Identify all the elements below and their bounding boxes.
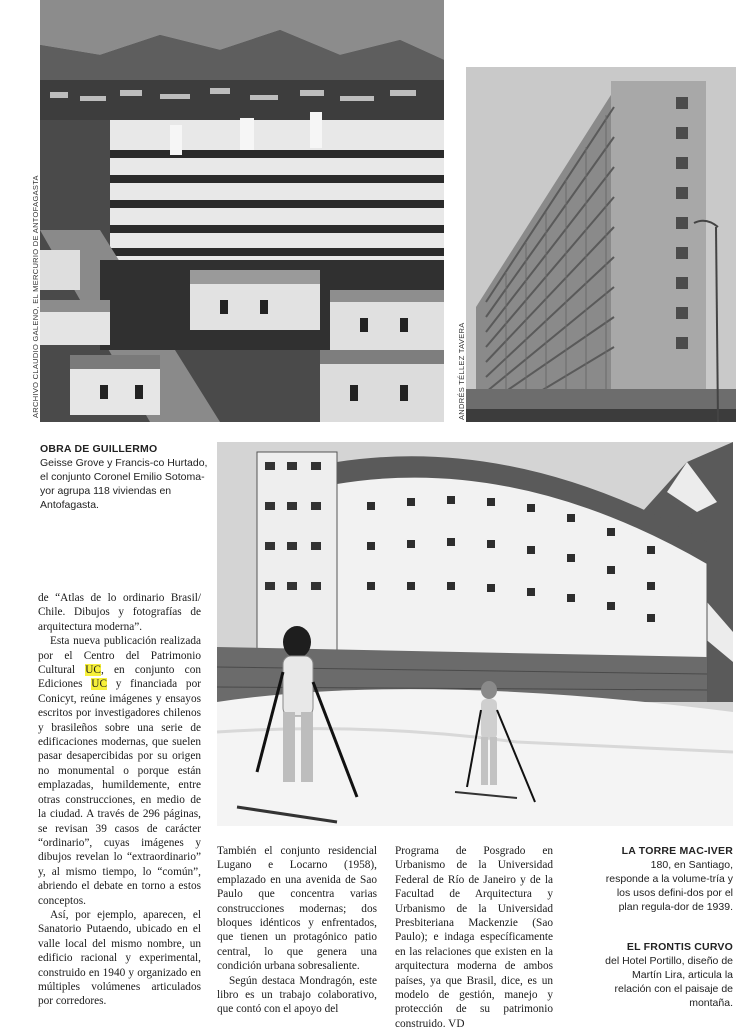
article-column-1 [38,591,201,1009]
text-run: y financiada por Conicyt, reúne imágenes y ensayos escritos por investigadores chilenos y brasileños sobre una serie de edificaciones modernas, que suelen pasar desapercibidas por su origen no monumental o porque están emplazadas, humildemente, entre otras construcciones, en medio de la ciudad. A través de 296 páginas, se revisan 39 casos de carácter “ordinario”, cuyas imágenes y dibujos revelan lo “extraordinario” y, al mismo tiempo, lo “común”, abriendo el debate en torno a estos conceptos. [38,678,201,907]
highlight-uc: UC [91,678,107,691]
caption-text: Geisse Grove y Francis-co Hurtado, el conjunto Coronel Emilio Sotoma-yor agrupa 118 viviendas en Antofagasta. [40,457,208,511]
article-column-2 [217,844,377,1017]
photo-antofagasta-housing [40,0,444,422]
caption-text: 180, en Santiago, responde a la volume-tría y los usos defini-dos por el plan regula-dor de 1939. [605,859,733,913]
caption-text: del Hotel Portillo, diseño de Martín Lira, articula la relación con el paisaje de montaña. [605,955,733,1009]
text-run: Esta nueva publicación realizada por el Centro del Patrimonio Cultural [38,635,201,677]
paragraph [38,634,201,908]
caption-heading: EL FRONTIS CURVO [626,941,733,953]
text-run: , en conjunto con Ediciones [38,664,201,691]
photo-credit-left: ARCHIVO CLAUDIO GALENO, EL MERCURIO DE ANTOFAGASTA [31,175,40,418]
caption-torre-mac-iver [605,844,733,914]
caption-frontis-curvo [605,940,733,1010]
caption-heading: OBRA DE GUILLERMO [40,443,158,455]
text-run: Programa de Posgrado en Urbanismo de la Universidad Federal de Río de Janeiro y de la Facultad de Arquitectura y Urbanismo de la Universidad Presbiteriana Mackenzie (Sao Paulo); e indaga específicamente en las relaciones que existen en la arquitectura moderna de ambos países, ya que Brasil, dice, es un modelo de gestión, manejo y protección de su patrimonio construido. [395,845,553,1030]
paragraph: También el conjunto residencial Lugano e Locarno (1958), emplazado en una avenida de Sao Paulo que concentra varias construcciones modernas; dos bloques idénticos y enfrentados, que tienen un protagónico patio central, lo que genera una condición urbana sobresaliente. [217,845,377,973]
paragraph: Así, por ejemplo, aparecen, el Sanatorio Putaendo, ubicado en el valle local del mismo nombre, un edificio racional y experimental, construido en 1940 y organizado en múltiples volúmenes articulados por corredores. [38,908,201,1008]
highlight-uc: UC [85,664,101,677]
photo-hotel-portillo [217,442,733,826]
caption-obra-guillermo [40,442,208,512]
paragraph: Según destaca Mondragón, este libro es un trabajo colaborativo, que contó con el apoyo del [217,974,377,1016]
caption-heading: LA TORRE MAC-IVER [621,845,733,857]
paragraph [395,844,553,1031]
photo-credit-right: ANDRÉS TÉLLEZ TAVERA [457,322,466,420]
paragraph: de “Atlas de lo ordinario Brasil/ Chile. Dibujos y fotografías de arquitectura moderna”. [38,592,201,633]
photo-torre-mac-iver [466,67,736,422]
article-column-3 [395,844,553,1031]
signoff: VD [448,1017,465,1030]
